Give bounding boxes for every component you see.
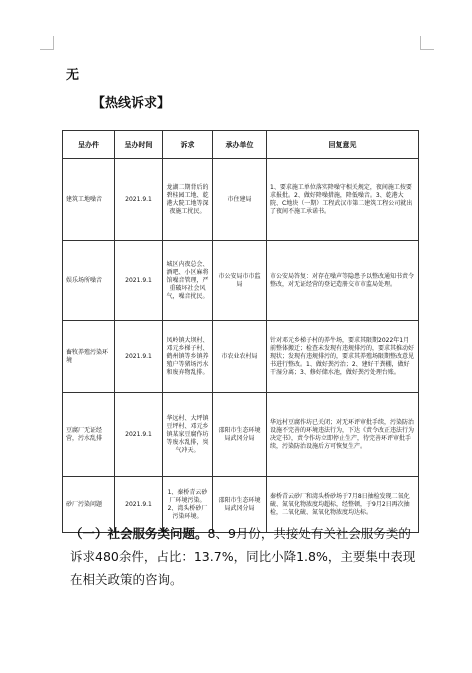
header-demand: 诉求 — [163, 131, 213, 159]
cell-reply: 市公安局答复：对存在噪声等隐患予以整改通知书责令整改，对无证经营的登记造册交市市监局处理。 — [267, 241, 419, 321]
cell-reply: 1、要求施工单位落实降噪守相关规定，夜间施工按要求报批。2、做好降噪措施，降低噪音。3、乾港大院、C地块（一期）工程武汉市第二建筑工程公司就出了夜间不施工承诺书。 — [267, 159, 419, 241]
table-row — [63, 241, 419, 321]
cell-unit: 邵阳市生态环境局武冈分局 — [213, 393, 267, 477]
paragraph-lead: （一）社会服务类问题。 — [70, 526, 208, 541]
previous-page-tail-text: 无 — [66, 68, 80, 83]
cell-demand: 1、秦桥青云砂厂环境污染。2、湾头桥砂厂污染环境。 — [163, 477, 213, 533]
cell-issue: 畜牧养殖污染环境 — [63, 321, 115, 393]
body-paragraph — [70, 522, 420, 591]
header-reply: 回复意见 — [267, 131, 419, 159]
table-row — [63, 393, 419, 477]
crop-mark-top-left — [40, 36, 54, 50]
paragraph-body: 8、9月份，共接处有关社会服务类的诉求480余件，占比：13.7%，同比小降1.8%，主要集中表现在相关政策的咨询。 — [70, 526, 416, 587]
cell-unit: 市农业农村局 — [213, 321, 267, 393]
cell-issue: 娱乐场所噪音 — [63, 241, 115, 321]
cell-reply: 秦桥青云砂厂和湾头桥砂场于7月8日抽检发现二氧化硫、氮氧化物浓度均超标，经整顿，于9月2日再次抽检，二氧化硫、氮氧化物浓度均达标。 — [267, 477, 419, 533]
cell-issue: 砂厂污染问题 — [63, 477, 115, 533]
hotline-complaints-table — [62, 130, 419, 533]
table-row — [63, 321, 419, 393]
header-issue: 呈办件 — [63, 131, 115, 159]
cell-issue: 豆腐厂无证经营，污水乱排 — [63, 393, 115, 477]
crop-mark-top-right — [420, 36, 434, 50]
cell-issue: 建筑工地噪音 — [63, 159, 115, 241]
section-heading: 【热线诉求】 — [92, 96, 171, 111]
table-row — [63, 159, 419, 241]
cell-unit: 邵阳市生态环境局武冈分局 — [213, 477, 267, 533]
cell-time: 2021.9.1 — [115, 159, 163, 241]
cell-time: 2021.9.1 — [115, 321, 163, 393]
table-header-row — [63, 131, 419, 159]
header-unit: 承办单位 — [213, 131, 267, 159]
cell-time: 2021.9.1 — [115, 477, 163, 533]
cell-time: 2021.9.1 — [115, 393, 163, 477]
cell-unit: 市公安局市市监局 — [213, 241, 267, 321]
cell-time: 2021.9.1 — [115, 241, 163, 321]
cell-unit: 市住建局 — [213, 159, 267, 241]
cell-demand: 城区内夜总会、酒吧、小区麻将馆噪音管理，严重破坏社会风气，噪音扰民。 — [163, 241, 213, 321]
cell-demand: 凤岭镇大坝村、邓元乡梯子村、鹤州镇等乡镇养殖户等猪场污水和废弃物乱排。 — [163, 321, 213, 393]
cell-demand: 龙湖二期背后的碧桂园工地、乾港大院工地等深夜施工扰民。 — [163, 159, 213, 241]
cell-demand: 华远村、大坪镇豆坪村、邓元乡镇某家豆腐作坊等废水乱排，臭气冲天。 — [163, 393, 213, 477]
header-time: 呈办时间 — [115, 131, 163, 159]
cell-reply: 针对邓元乡梯子村的养牛场，要求其限期2022年1月前整体搬迁；检查未发现有违规排污的，要求其推动好现状；发现有违规排污的，要求其养殖场限期整改意见书进行整改。1、做好粪污治；2、建好干粪棚，做好干湿分离；3、修好储水池，做好粪污处理台账。 — [267, 321, 419, 393]
cell-reply: 华远村豆腐作坊已关闭；对无环评审批手续，污染防治设施不完善的环境违法行为，下达《责令改正违法行为决定书》，责令作坊立即停止生产，待完善环评审批手续，污染防治设施后方可恢复生产。 — [267, 393, 419, 477]
